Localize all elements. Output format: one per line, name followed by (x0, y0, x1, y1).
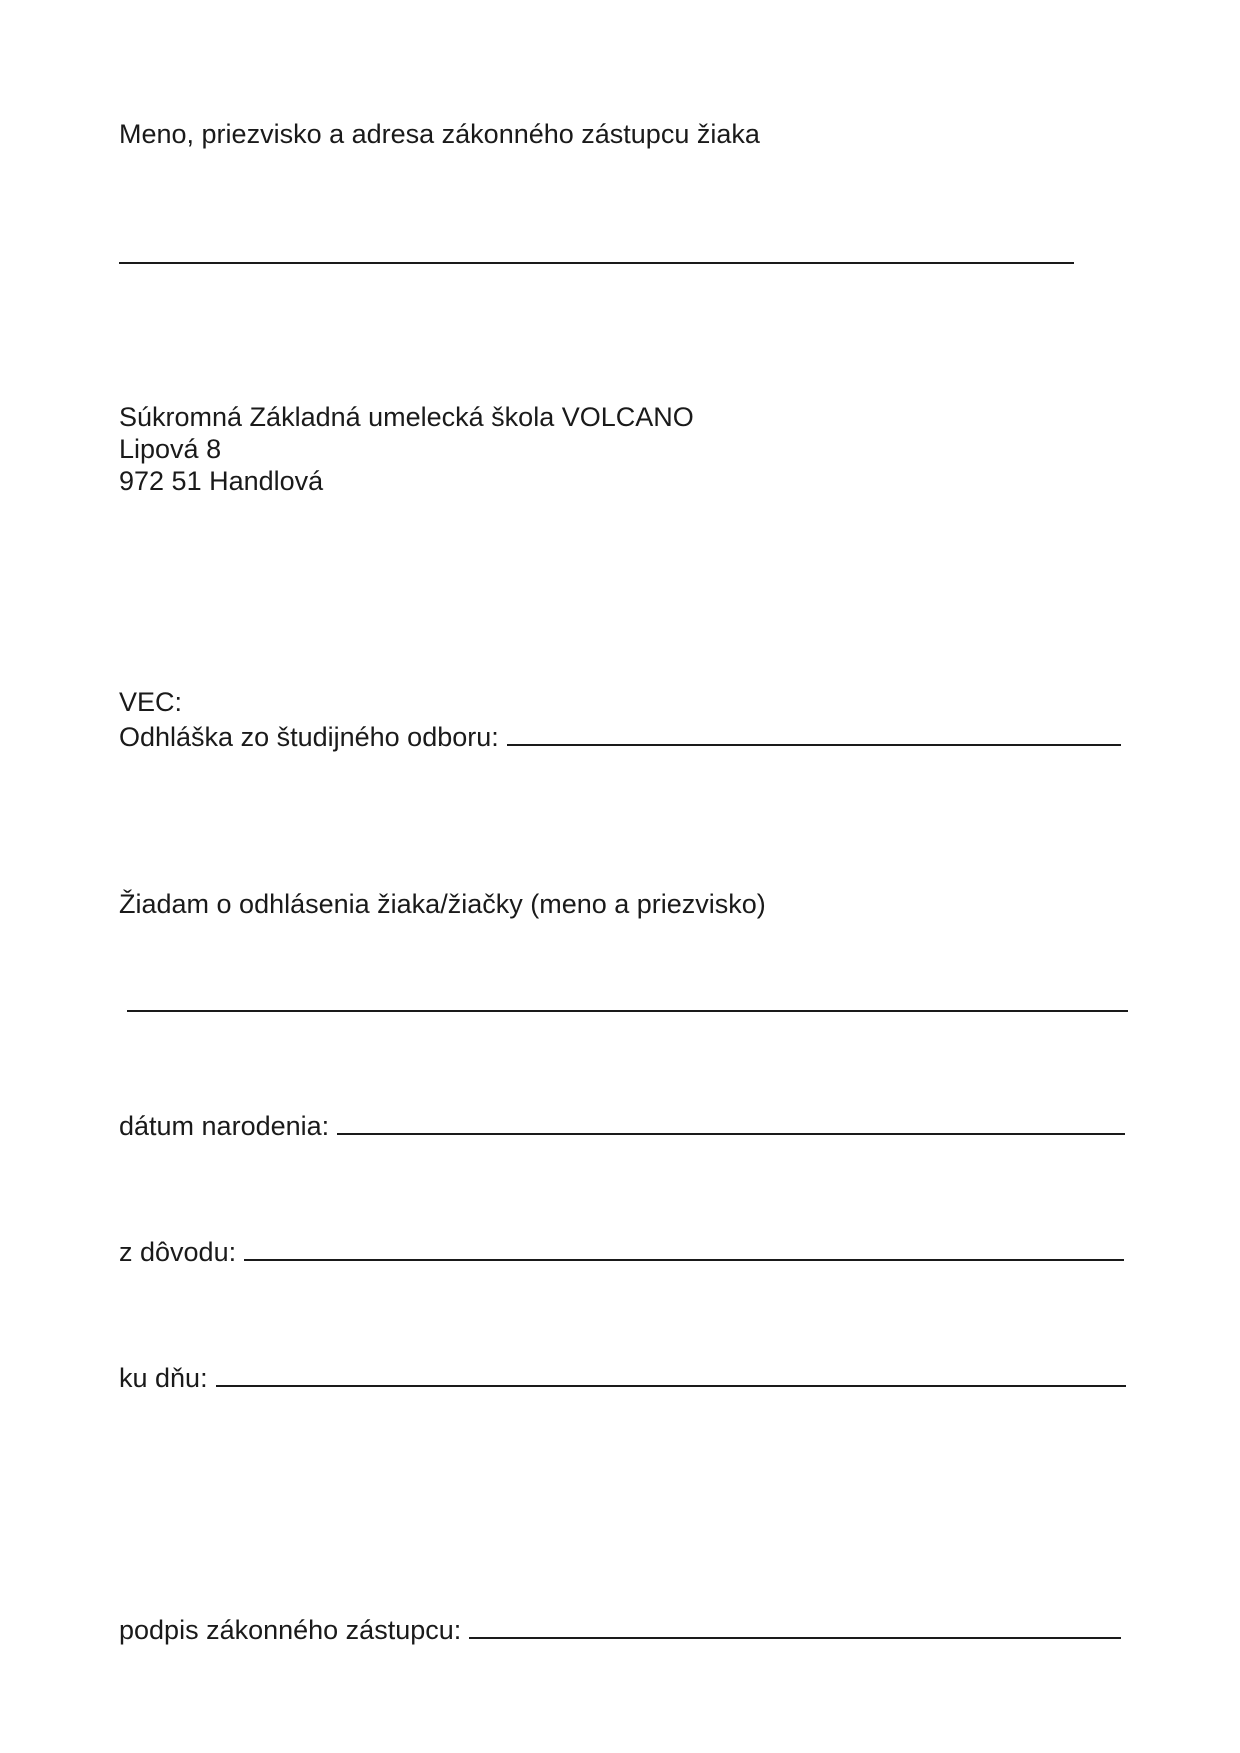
birth-date-blank[interactable] (337, 1107, 1125, 1135)
date-field (119, 1359, 1126, 1394)
deregistration-blank[interactable] (507, 718, 1121, 746)
date-label: ku dňu: (119, 1363, 208, 1393)
deregistration-field (119, 718, 1121, 753)
deregistration-label: Odhláška zo študijného odboru: (119, 722, 499, 752)
signature-field (119, 1611, 1121, 1646)
reason-field (119, 1233, 1124, 1268)
student-name-blank-line[interactable] (127, 1010, 1128, 1012)
reason-blank[interactable] (244, 1233, 1124, 1261)
birth-date-field (119, 1107, 1125, 1142)
guardian-blank-line[interactable] (119, 262, 1074, 264)
signature-label: podpis zákonného zástupcu: (119, 1615, 462, 1645)
guardian-label: Meno, priezvisko a adresa zákonného zástupcu žiaka (119, 119, 760, 149)
recipient-street: Lipová 8 (119, 434, 222, 464)
reason-label: z dôvodu: (119, 1237, 237, 1267)
signature-blank[interactable] (469, 1611, 1121, 1639)
subject-label: VEC: (119, 687, 183, 717)
date-blank[interactable] (216, 1359, 1126, 1387)
recipient-name: Súkromná Základná umelecká škola VOLCANO (119, 402, 694, 432)
request-text: Žiadam o odhlásenia žiaka/žiačky (meno a priezvisko) (119, 889, 766, 919)
recipient-city: 972 51 Handlová (119, 466, 324, 496)
birth-date-label: dátum narodenia: (119, 1111, 330, 1141)
